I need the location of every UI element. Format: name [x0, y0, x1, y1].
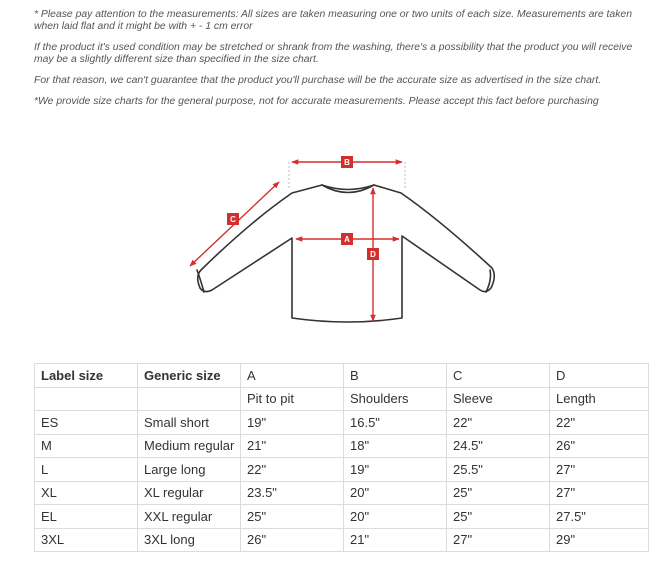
table-header-row — [35, 364, 649, 388]
header-a: A — [241, 364, 344, 388]
label-a: A — [344, 235, 350, 244]
table-cell: 25.5" — [447, 458, 550, 482]
table-cell: 21" — [241, 434, 344, 458]
table-cell: Length — [550, 387, 649, 411]
note-4: *We provide size charts for the general purpose, not for accurate measurements. Please accept this fact before purchasing — [34, 96, 599, 107]
table-cell: 25" — [447, 505, 550, 529]
disclaimer-notes — [34, 9, 634, 117]
table-row — [35, 505, 649, 529]
table-cell: L — [35, 458, 138, 482]
table-row — [35, 458, 649, 482]
table-cell: 26" — [241, 528, 344, 552]
table-cell — [138, 387, 241, 411]
header-label-size: Label size — [35, 364, 138, 388]
table-cell: Pit to pit — [241, 387, 344, 411]
label-c: C — [230, 215, 236, 224]
table-cell: 27" — [550, 481, 649, 505]
table-cell: Shoulders — [344, 387, 447, 411]
table-cell: Large long — [138, 458, 241, 482]
sweater-outline — [197, 185, 494, 322]
table-row — [35, 411, 649, 435]
table-cell: 19" — [344, 458, 447, 482]
table-cell: Medium regular — [138, 434, 241, 458]
table-cell: EL — [35, 505, 138, 529]
header-generic-size: Generic size — [138, 364, 241, 388]
table-cell: XL regular — [138, 481, 241, 505]
table-cell: 27" — [447, 528, 550, 552]
header-c: C — [447, 364, 550, 388]
table-cell: XL — [35, 481, 138, 505]
sweater-measurement-diagram — [0, 140, 670, 340]
table-row — [35, 481, 649, 505]
table-cell: 21" — [344, 528, 447, 552]
header-d: D — [550, 364, 649, 388]
table-cell: 3XL — [35, 528, 138, 552]
table-cell: 25" — [447, 481, 550, 505]
table-cell: 24.5" — [447, 434, 550, 458]
header-b: B — [344, 364, 447, 388]
size-chart-table — [34, 363, 649, 552]
note-2: If the product it's used condition may be stretched or shrank from the washing, there's a possibility that the product you will receive may be a slightly different size than specified in the size chart. — [34, 42, 633, 65]
table-cell: Small short — [138, 411, 241, 435]
table-row — [35, 434, 649, 458]
table-cell: 22" — [447, 411, 550, 435]
table-cell: XXL regular — [138, 505, 241, 529]
table-cell: 29" — [550, 528, 649, 552]
note-3: For that reason, we can't guarantee that the product you'll purchase will be the accurate size as advertised in the size chart. — [34, 75, 602, 86]
table-cell: 3XL long — [138, 528, 241, 552]
table-cell: ES — [35, 411, 138, 435]
table-cell: 20" — [344, 481, 447, 505]
table-cell — [35, 387, 138, 411]
table-cell: M — [35, 434, 138, 458]
table-cell: 20" — [344, 505, 447, 529]
label-b: B — [344, 158, 350, 167]
table-row — [35, 528, 649, 552]
table-cell: 22" — [241, 458, 344, 482]
table-cell: 23.5" — [241, 481, 344, 505]
table-cell: Sleeve — [447, 387, 550, 411]
note-1: * Please pay attention to the measurements: All sizes are taken measuring one or two units of each size. Measurements are taken when laid flat and it might be with + - 1 cm error — [34, 9, 632, 32]
table-cell: 27.5" — [550, 505, 649, 529]
table-cell: 26" — [550, 434, 649, 458]
label-d: D — [370, 250, 376, 259]
table-cell: 16.5" — [344, 411, 447, 435]
table-cell: 27" — [550, 458, 649, 482]
table-cell: 22" — [550, 411, 649, 435]
table-cell: 19" — [241, 411, 344, 435]
table-cell: 18" — [344, 434, 447, 458]
table-subheader-row — [35, 387, 649, 411]
table-cell: 25" — [241, 505, 344, 529]
